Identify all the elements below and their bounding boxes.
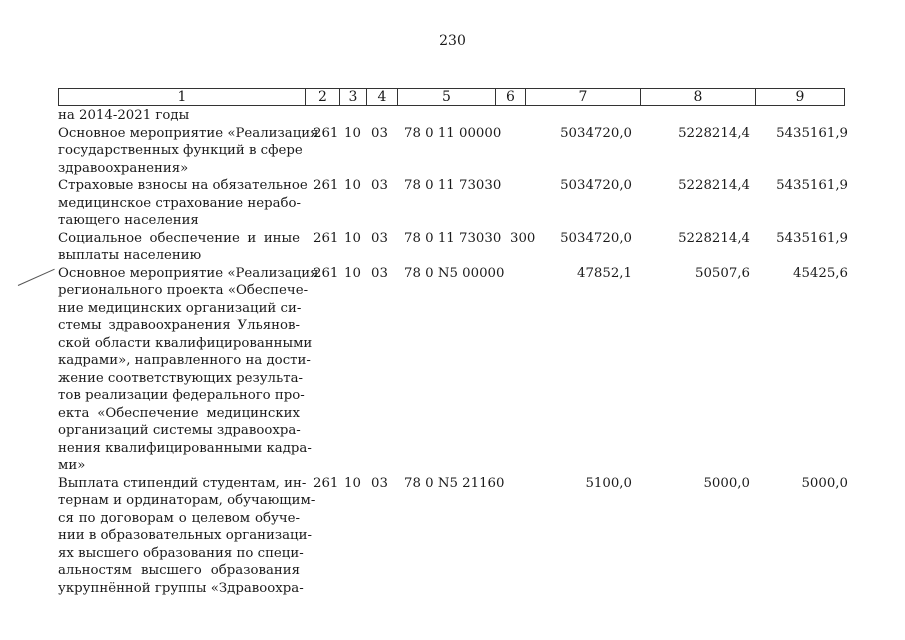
row-description — [58, 230, 300, 265]
description-line: екта «Обеспечение медицинских — [58, 405, 300, 421]
description-line: Основное мероприятие «Реализация — [58, 265, 319, 281]
cell-target-code: 78 0 N5 21160 — [404, 475, 505, 491]
description-line: стемы здравоохранения Ульянов- — [58, 318, 300, 333]
cell-section: 10 — [344, 125, 361, 141]
description-line: ние медицинских организаций си- — [58, 300, 302, 316]
cell-target-code: 78 0 N5 00000 — [404, 265, 505, 281]
description-line: ся по договорам о целевом обуче- — [58, 510, 300, 526]
cell-section: 10 — [344, 475, 361, 491]
description-line: жение соответствующих результа- — [58, 370, 304, 386]
table-row — [58, 177, 848, 230]
description-line: тернам и ординаторам, обучающим- — [58, 493, 316, 508]
description-line: государственных функций в сфере — [58, 143, 303, 158]
cell-amount-9: 5435161,9 — [776, 230, 848, 246]
description-line: ях высшего образования по специ- — [58, 545, 304, 561]
cell-section: 10 — [344, 178, 361, 193]
cell-subsection: 03 — [371, 230, 388, 246]
cell-section: 10 — [344, 230, 361, 246]
description-line: здравоохранения» — [58, 160, 189, 176]
page-number: 230 — [439, 33, 466, 49]
table-body — [58, 107, 848, 597]
column-header-row — [59, 89, 845, 106]
column-header-3: 3 — [340, 89, 367, 106]
pen-mark — [18, 269, 55, 286]
description-line: тающего населения — [58, 213, 199, 228]
cell-amount-8: 5228214,4 — [678, 125, 750, 141]
column-header-table — [58, 88, 845, 106]
cell-amount-8: 5000,0 — [703, 475, 750, 491]
row-description — [58, 475, 316, 598]
cell-ministry-code: 261 — [313, 178, 339, 193]
cell-amount-7: 5100,0 — [585, 475, 632, 491]
description-line: Страховые взносы на обязательное — [58, 178, 308, 193]
cell-subsection: 03 — [371, 265, 388, 281]
description-line: тов реализации федерального про- — [58, 388, 305, 403]
description-line: нии в образовательных организаци- — [58, 528, 312, 543]
column-header-2: 2 — [306, 89, 340, 106]
description-line: выплаты населению — [58, 248, 202, 263]
cell-target-code: 78 0 11 73030 — [404, 178, 502, 193]
cell-amount-9: 5435161,9 — [776, 125, 848, 141]
cell-subsection: 03 — [371, 178, 388, 193]
description-line: организаций системы здравоохра- — [58, 423, 301, 438]
description-line: нения квалифицированными кадра- — [58, 440, 312, 456]
cell-subsection: 03 — [371, 125, 388, 141]
column-header-7: 7 — [526, 89, 641, 106]
continuation-text: на 2014-2021 годы — [58, 108, 190, 123]
continuation-row — [58, 107, 848, 125]
table-row — [58, 230, 848, 265]
description-line: укрупнённой группы «Здравоохра- — [58, 580, 304, 596]
description-line: ми» — [58, 458, 86, 473]
cell-ministry-code: 261 — [313, 125, 339, 141]
table-row — [58, 475, 848, 598]
cell-target-code: 78 0 11 00000 — [404, 125, 502, 141]
description-line: Основное мероприятие «Реализация — [58, 125, 319, 141]
column-header-5: 5 — [398, 89, 496, 106]
description-line: Выплата стипендий студентам, ин- — [58, 475, 307, 491]
cell-amount-8: 5228214,4 — [678, 178, 750, 193]
description-line: регионального проекта «Обеспече- — [58, 283, 309, 298]
cell-subsection: 03 — [371, 475, 388, 491]
description-line: альностям высшего образования — [58, 563, 300, 578]
cell-amount-9: 45425,6 — [793, 265, 848, 281]
cell-amount-8: 50507,6 — [695, 265, 750, 281]
cell-amount-9: 5435161,9 — [776, 178, 848, 193]
cell-amount-7: 5034720,0 — [560, 125, 632, 141]
table-row — [58, 125, 848, 178]
cell-amount-7: 5034720,0 — [560, 230, 632, 246]
cell-ministry-code: 261 — [313, 475, 339, 491]
cell-amount-9: 5000,0 — [801, 475, 848, 491]
cell-amount-7: 47852,1 — [577, 265, 632, 281]
cell-section: 10 — [344, 265, 361, 281]
row-description — [58, 265, 319, 475]
cell-expense-type: 300 — [510, 230, 536, 246]
cell-amount-7: 5034720,0 — [560, 178, 632, 193]
column-header-4: 4 — [367, 89, 398, 106]
row-description — [58, 177, 308, 230]
description-line: Социальное обеспечение и иные — [58, 230, 300, 246]
cell-ministry-code: 261 — [313, 265, 339, 281]
column-header-1: 1 — [59, 89, 306, 106]
description-line: кадрами», направленного на дости- — [58, 353, 311, 368]
table-row — [58, 265, 848, 475]
description-line: ской области квалифицированными — [58, 335, 313, 351]
cell-amount-8: 5228214,4 — [678, 230, 750, 246]
column-header-9: 9 — [756, 89, 845, 106]
cell-ministry-code: 261 — [313, 230, 339, 246]
column-header-6: 6 — [496, 89, 526, 106]
column-header-8: 8 — [641, 89, 756, 106]
row-description — [58, 125, 319, 178]
description-line: медицинское страхование нерабо- — [58, 195, 302, 211]
cell-target-code: 78 0 11 73030 — [404, 230, 502, 246]
